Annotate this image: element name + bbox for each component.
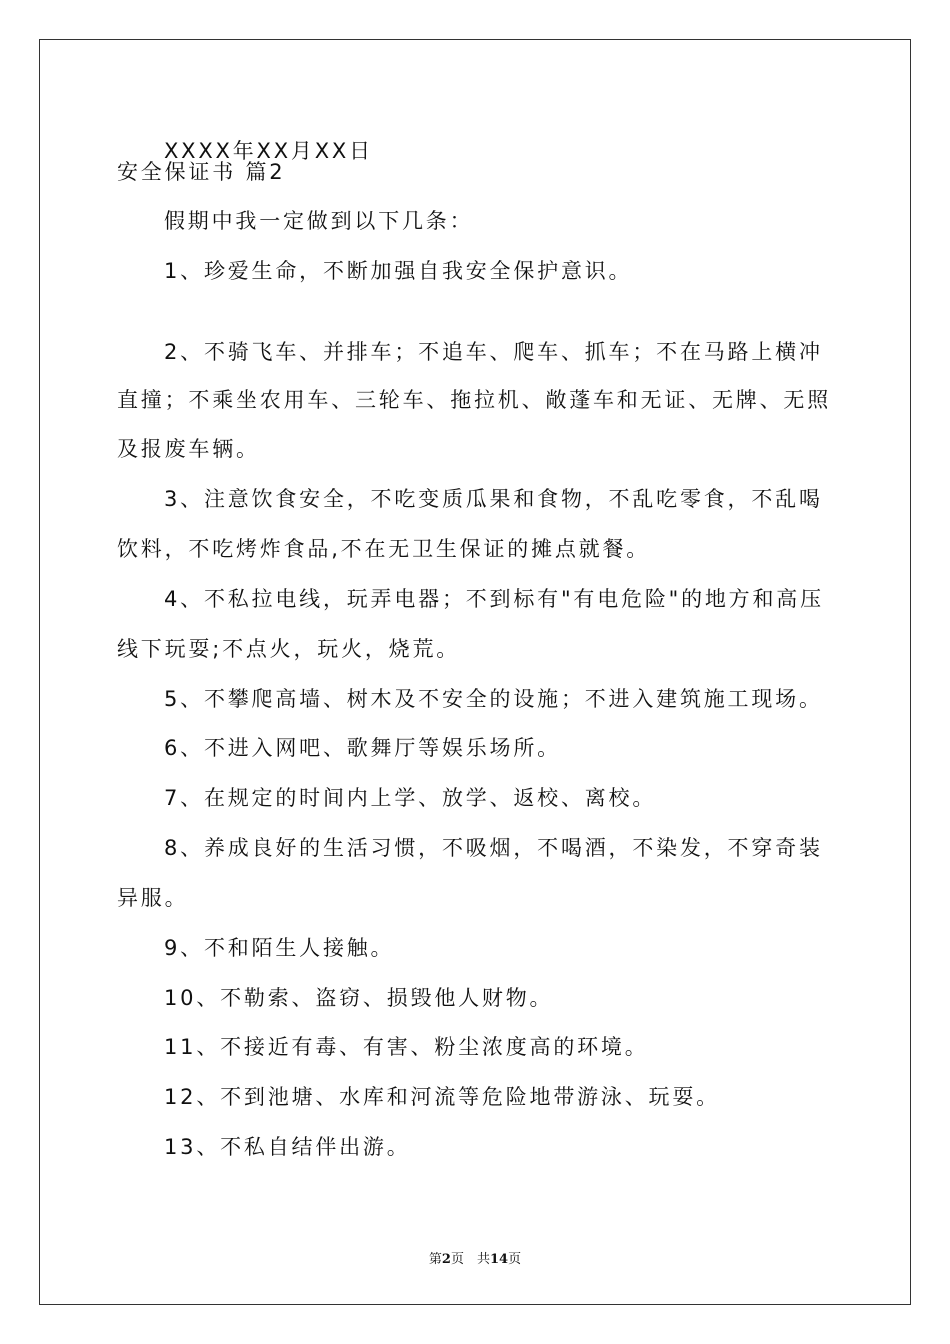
list-item: 1、珍爱生命，不断加强自我安全保护意识。 <box>164 259 633 283</box>
list-item: 3、注意饮食安全，不吃变质瓜果和食物，不乱吃零食，不乱喝 <box>164 487 823 511</box>
list-item: 11、不接近有毒、有害、粉尘浓度高的环境。 <box>164 1035 649 1059</box>
list-item: 4、不私拉电线，玩弄电器；不到标有"有电危险"的地方和高压 <box>164 587 824 611</box>
list-item-continuation: 饮料，不吃烤炸食品,不在无卫生保证的摊点就餐。 <box>117 537 651 561</box>
footer-prefix: 第 <box>428 1252 442 1267</box>
list-item-continuation: 及报废车辆。 <box>117 437 260 461</box>
date-line: XXXX年XX月XX日 <box>164 139 373 163</box>
list-item: 13、不私自结伴出游。 <box>164 1135 411 1159</box>
list-item: 5、不攀爬高墙、树木及不安全的设施；不进入建筑施工现场。 <box>164 687 823 711</box>
list-item: 12、不到池塘、水库和河流等危险地带游泳、玩耍。 <box>164 1085 720 1109</box>
list-item: 6、不进入网吧、歌舞厅等娱乐场所。 <box>164 736 561 760</box>
list-item-continuation: 异服。 <box>117 886 189 910</box>
list-item: 9、不和陌生人接触。 <box>164 936 395 960</box>
current-page-number: 2 <box>441 1252 451 1267</box>
footer-mid: 页 共 <box>450 1252 490 1267</box>
intro-text: 假期中我一定做到以下几条： <box>164 209 474 233</box>
section-title: 安全保证书 篇2 <box>117 160 286 184</box>
list-item: 7、在规定的时间内上学、放学、返校、离校。 <box>164 786 657 810</box>
page-footer <box>0 1248 950 1267</box>
list-item: 8、养成良好的生活习惯，不吸烟，不喝酒，不染发，不穿奇装 <box>164 836 823 860</box>
footer-suffix: 页 <box>508 1252 522 1267</box>
list-item: 2、不骑飞车、并排车；不追车、爬车、抓车；不在马路上横冲 <box>164 340 823 364</box>
list-item: 10、不勒索、盗窃、损毁他人财物。 <box>164 986 554 1010</box>
total-pages-number: 14 <box>489 1252 509 1267</box>
list-item-continuation: 直撞；不乘坐农用车、三轮车、拖拉机、敞蓬车和无证、无牌、无照 <box>117 388 831 412</box>
list-item-continuation: 线下玩耍;不点火，玩火，烧荒。 <box>117 637 461 661</box>
